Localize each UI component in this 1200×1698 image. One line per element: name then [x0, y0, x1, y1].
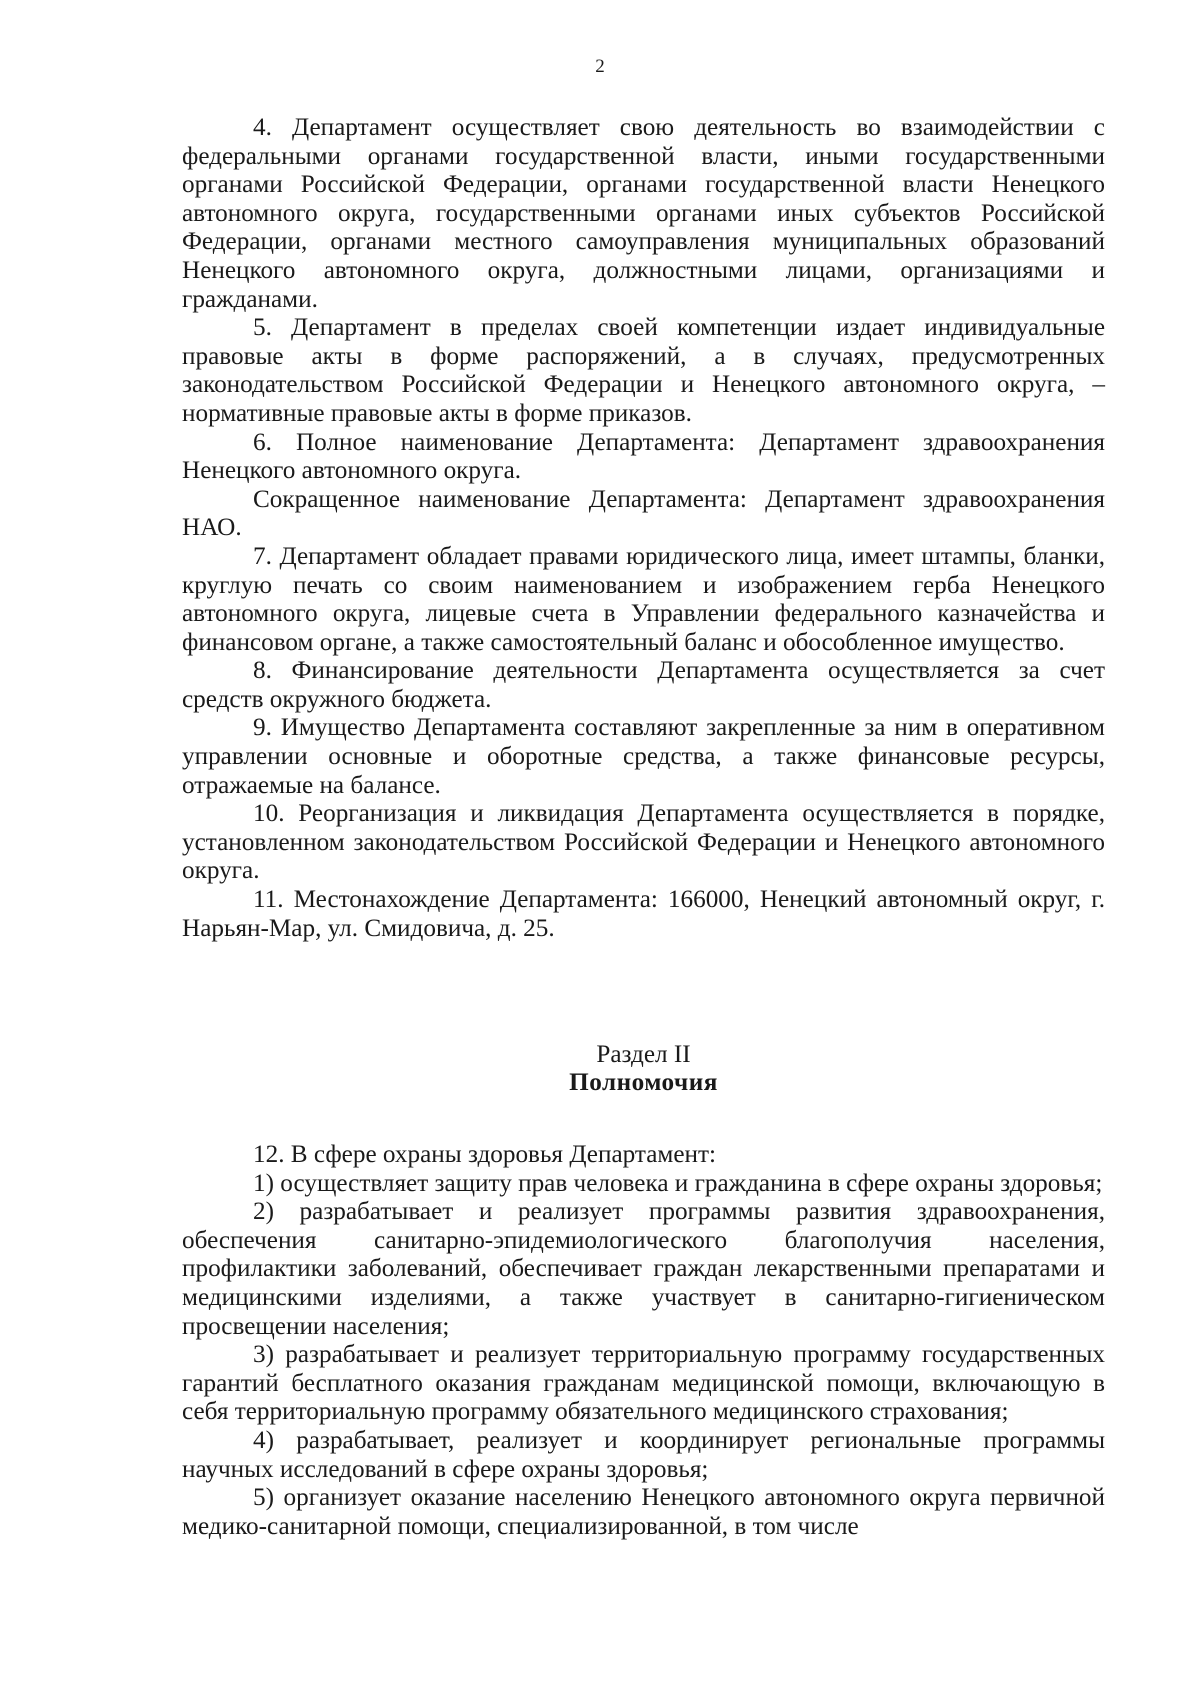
paragraph-8: 8. Финансирование деятельности Департамента осуществляется за счет средств окружного бюджета. — [182, 657, 1105, 713]
list-item-5: 5) организует оказание населению Ненецкого автономного округа первичной медико-санитарной помощи, специализированной, в том числе — [182, 1484, 1105, 1540]
paragraph-6-short-name: Сокращенное наименование Департамента: Департамент здравоохранения НАО. — [182, 485, 1105, 542]
body-text-bottom — [182, 1141, 1105, 1541]
page-number: 2 — [595, 56, 605, 77]
paragraph-10: 10. Реорганизация и ликвидация Департамента осуществляется в порядке, установленном законодательством Российской Федерации и Ненецкого автономного округа. — [182, 800, 1105, 885]
section-title: Полномочия — [569, 1069, 718, 1096]
list-item-4: 4) разрабатывает, реализует и координирует региональные программы научных исследований в сфере охраны здоровья; — [182, 1426, 1105, 1483]
paragraph-6: 6. Полное наименование Департамента: Департамент здравоохранения Ненецкого автономного округа. — [182, 428, 1105, 485]
list-item-1: 1) осуществляет защиту прав человека и гражданина в сфере охраны здоровья; — [253, 1169, 1103, 1197]
paragraph-11: 11. Местонахождение Департамента: 166000, Ненецкий автономный округ, г. Нарьян-Мар, ул. Смидовича, д. 25. — [182, 886, 1105, 942]
paragraph-9: 9. Имущество Департамента составляют закрепленные за ним в оперативном управлении основные и оборотные средства, а также финансовые ресурсы, отражаемые на балансе. — [182, 714, 1105, 799]
section-label: Раздел II — [596, 1041, 691, 1068]
list-item-2: 2) разрабатывает и реализует программы развития здравоохранения, обеспечения санитарно-эпидемиологического благополучия населения, профилактики заболеваний, обеспечивает граждан лекарственными препаратами и медицинскими изделиями, а также участвует в санитарно-гигиеническом просвещении населения; — [182, 1198, 1105, 1340]
paragraph-5: 5. Департамент в пределах своей компетенции издает индивидуальные правовые акты в форме распоряжений, а в случаях, предусмотренных законодательством Российской Федерации и Ненецкого автономного округа, – нормативные правовые акты в форме приказов. — [182, 314, 1105, 427]
paragraph-12: 12. В сфере охраны здоровья Департамент: — [253, 1141, 717, 1168]
paragraph-4: 4. Департамент осуществляет свою деятельность во взаимодействии с федеральными органами государственной власти, иными государственными органами Российской Федерации, органами государственной власти Ненецкого автономного округа, государственными органами иных субъектов Российской Федерации, органами местного самоуправления муниципальных образований Ненецкого автономного округа, должностными лицами, организациями и гражданами. — [182, 114, 1105, 313]
list-item-3: 3) разрабатывает и реализует территориальную программу государственных гарантий бесплатного оказания гражданам медицинской помощи, включающую в себя территориальную программу обязательного медицинского страхования; — [182, 1341, 1105, 1426]
paragraph-7: 7. Департамент обладает правами юридического лица, имеет штампы, бланки, круглую печать со своим наименованием и изображением герба Ненецкого автономного округа, лицевые счета в Управлении федерального казначейства и финансовом органе, а также самостоятельный баланс и обособленное имущество. — [182, 542, 1105, 656]
body-text-top — [182, 114, 1105, 943]
